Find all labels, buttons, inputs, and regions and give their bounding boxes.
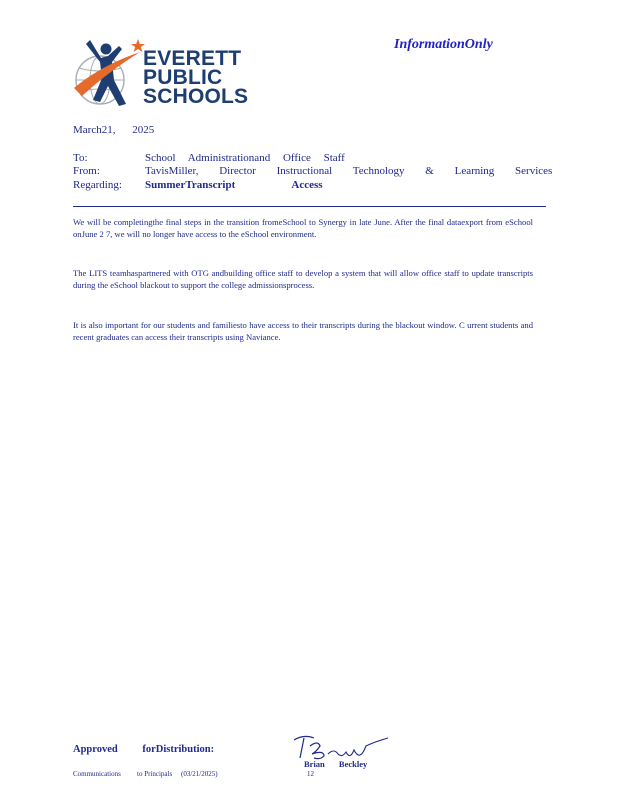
header-divider (73, 206, 546, 207)
regarding-label: Regarding: (73, 179, 122, 191)
footer-category: Communications (73, 770, 121, 778)
logo-line-schools: SCHOOLS (143, 85, 249, 108)
body-paragraph-2: The LITS teamhaspartnered with OTG andbuilding office staff to develop a system that will allow office staff to update transcripts during the eSchool blackout to support the college admissionsprocess. (73, 268, 533, 290)
approved-for-distribution-label: Approved forDistribution: (73, 744, 215, 755)
to-label: To: (73, 152, 88, 164)
from-value: TavisMiller, Director Instructional Technology & Learning Services (145, 165, 553, 177)
logo-line-everett: EVERETT (143, 47, 242, 70)
to-value: School Administrationand Office Staff (145, 152, 345, 164)
district-name (143, 49, 248, 106)
figure-with-globe-and-star-icon (70, 36, 145, 111)
footer-line (73, 770, 314, 778)
from-row (73, 165, 552, 177)
footer-number: 12 (307, 770, 314, 778)
body-paragraph-1: We will be completingthe final steps in the transition fromeSchool to Synergy in late June. After the final dataexport from eSchool onJune 2 7, we will no longer have access to the eSchool environment. (73, 217, 533, 239)
from-label: From: (73, 165, 100, 177)
to-row (73, 152, 345, 164)
logo-line-public: PUBLIC (143, 66, 223, 89)
memo-date: March21, 2025 (73, 124, 155, 136)
information-only-stamp: InformationOnly (394, 37, 493, 52)
footer-date: (03/21/2025) (181, 770, 218, 778)
body-paragraph-3: It is also important for our students and familiesto have access to their transcripts during the blackout window. C urrent students and recent graduates can access their transcripts using Naviance. (73, 320, 533, 342)
signer-name: Brian Beckley (304, 759, 368, 769)
footer-recipient: to Principals (137, 770, 173, 778)
regarding-value: SummerTranscript Access (145, 179, 323, 191)
district-logo (70, 36, 255, 111)
regarding-row (73, 179, 323, 191)
